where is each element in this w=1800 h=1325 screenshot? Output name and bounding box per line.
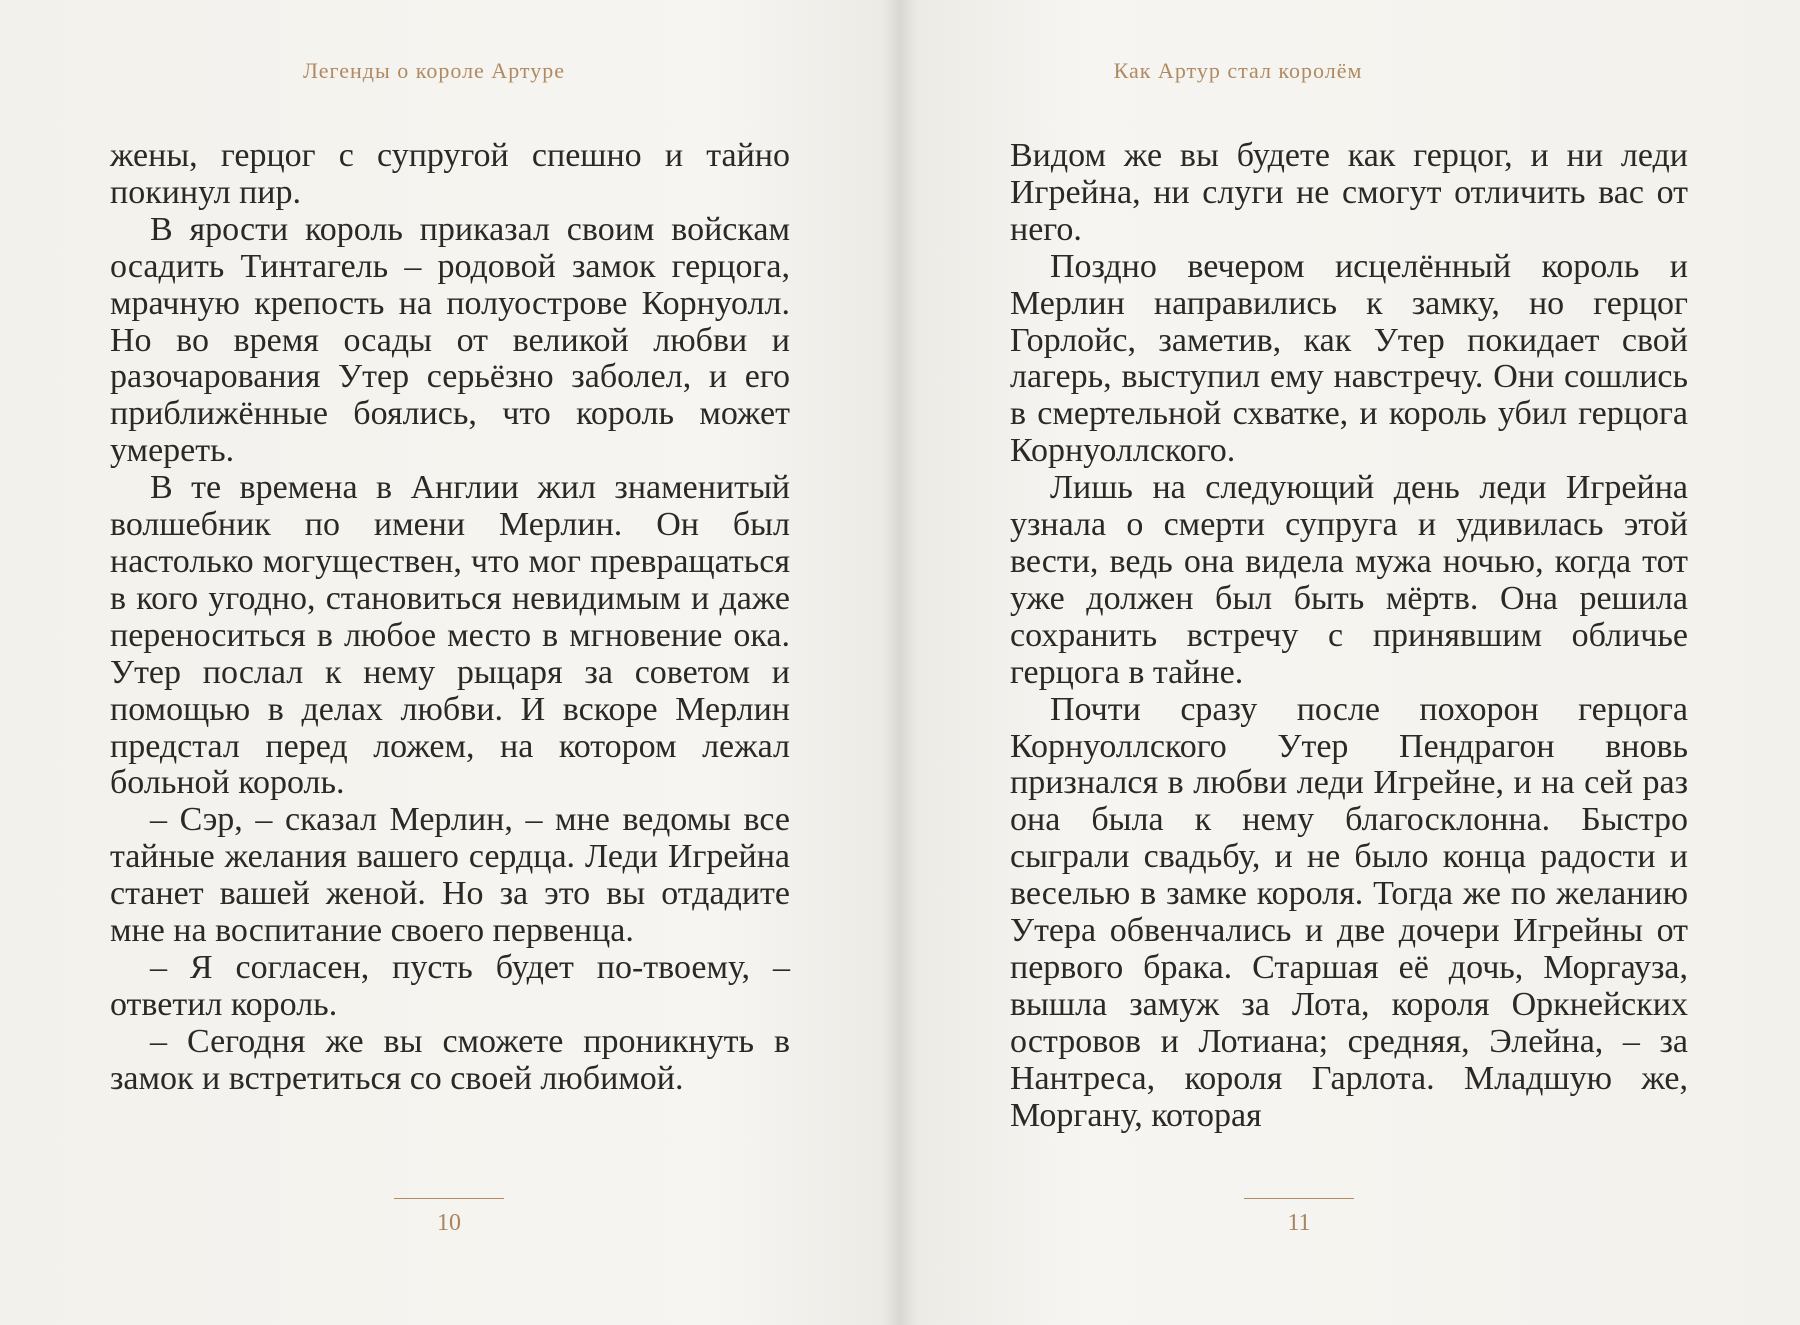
- paragraph: В те времена в Англии жил знаменитый волшебник по имени Мерлин. Он был настолько могуществен, что мог превращаться в кого угодно, становиться невидимым и даже переноситься в любое место в мгновение ока. Утер послал к нему рыцаря за советом и помощью в делах любви. И вскоре Мерлин предстал перед ложем, на котором лежал больной король.: [110, 469, 790, 802]
- paragraph: – Сэр, – сказал Мерлин, – мне ведомы все тайные желания вашего сердца. Леди Игрейна станет вашей женой. Но за это вы отдадите мне на воспитание своего первенца.: [110, 801, 790, 950]
- running-head: Как Артур стал королём: [1113, 58, 1363, 83]
- paragraph: Поздно вечером исцелённый король и Мерлин направились к замку, но герцог Горлойс, заметив, как Утер покидает свой лагерь, выступил ему навстречу. Они сошлись в смертельной схватке, и король убил герцога Корнуоллского.: [1010, 247, 1688, 470]
- paragraph: – Сегодня же вы сможете проникнуть в замок и встретиться со своей любимой.: [110, 1022, 790, 1097]
- paragraph: Видом же вы будете как герцог, и ни леди Игрейна, ни слуги не смогут отличить вас от него.: [1010, 137, 1688, 248]
- paragraph: – Я согласен, пусть будет по-твоему, – ответил король.: [110, 948, 790, 1023]
- body-text: [110, 138, 790, 1098]
- footer-rule: [394, 1198, 504, 1199]
- right-page: [900, 0, 1800, 1325]
- page-number: 10: [437, 1210, 461, 1236]
- paragraph: жены, герцог с супругой спешно и тайно покинул пир.: [110, 137, 790, 211]
- page-number: 11: [1287, 1210, 1311, 1236]
- paragraph: В ярости король приказал своим войскам осадить Тинтагель – родовой замок герцога, мрачную крепость на полуострове Корнуолл. Но во время осады от великой любви и разочарования Утер серьёзно заболел, и его приближённые боялись, что король может умереть.: [110, 210, 790, 470]
- body-text: [1010, 138, 1688, 1134]
- running-head: Легенды о короле Артуре: [303, 58, 565, 83]
- paragraph: Почти сразу после похорон герцога Корнуоллского Утер Пендрагон вновь признался в любви леди Игрейне, и на сей раз она была к нему благосклонна. Быстро сыграли свадьбу, и не было конца радости и веселью в замке короля. Тогда же по желанию Утера обвенчались и две дочери Игрейны от первого брака. Старшая её дочь, Моргауза, вышла замуж за Лота, короля Оркнейских островов и Лотиана; средняя, Элейна, – за Нантреса, короля Гарлота. Младшую же, Моргану, которая: [1010, 690, 1688, 1134]
- footer-rule: [1244, 1198, 1354, 1199]
- paragraph: Лишь на следующий день леди Игрейна узнала о смерти супруга и удивилась этой вести, ведь она видела мужа ночью, когда тот уже должен был быть мёртв. Она решила сохранить встречу с принявшим обличье герцога в тайне.: [1010, 469, 1688, 691]
